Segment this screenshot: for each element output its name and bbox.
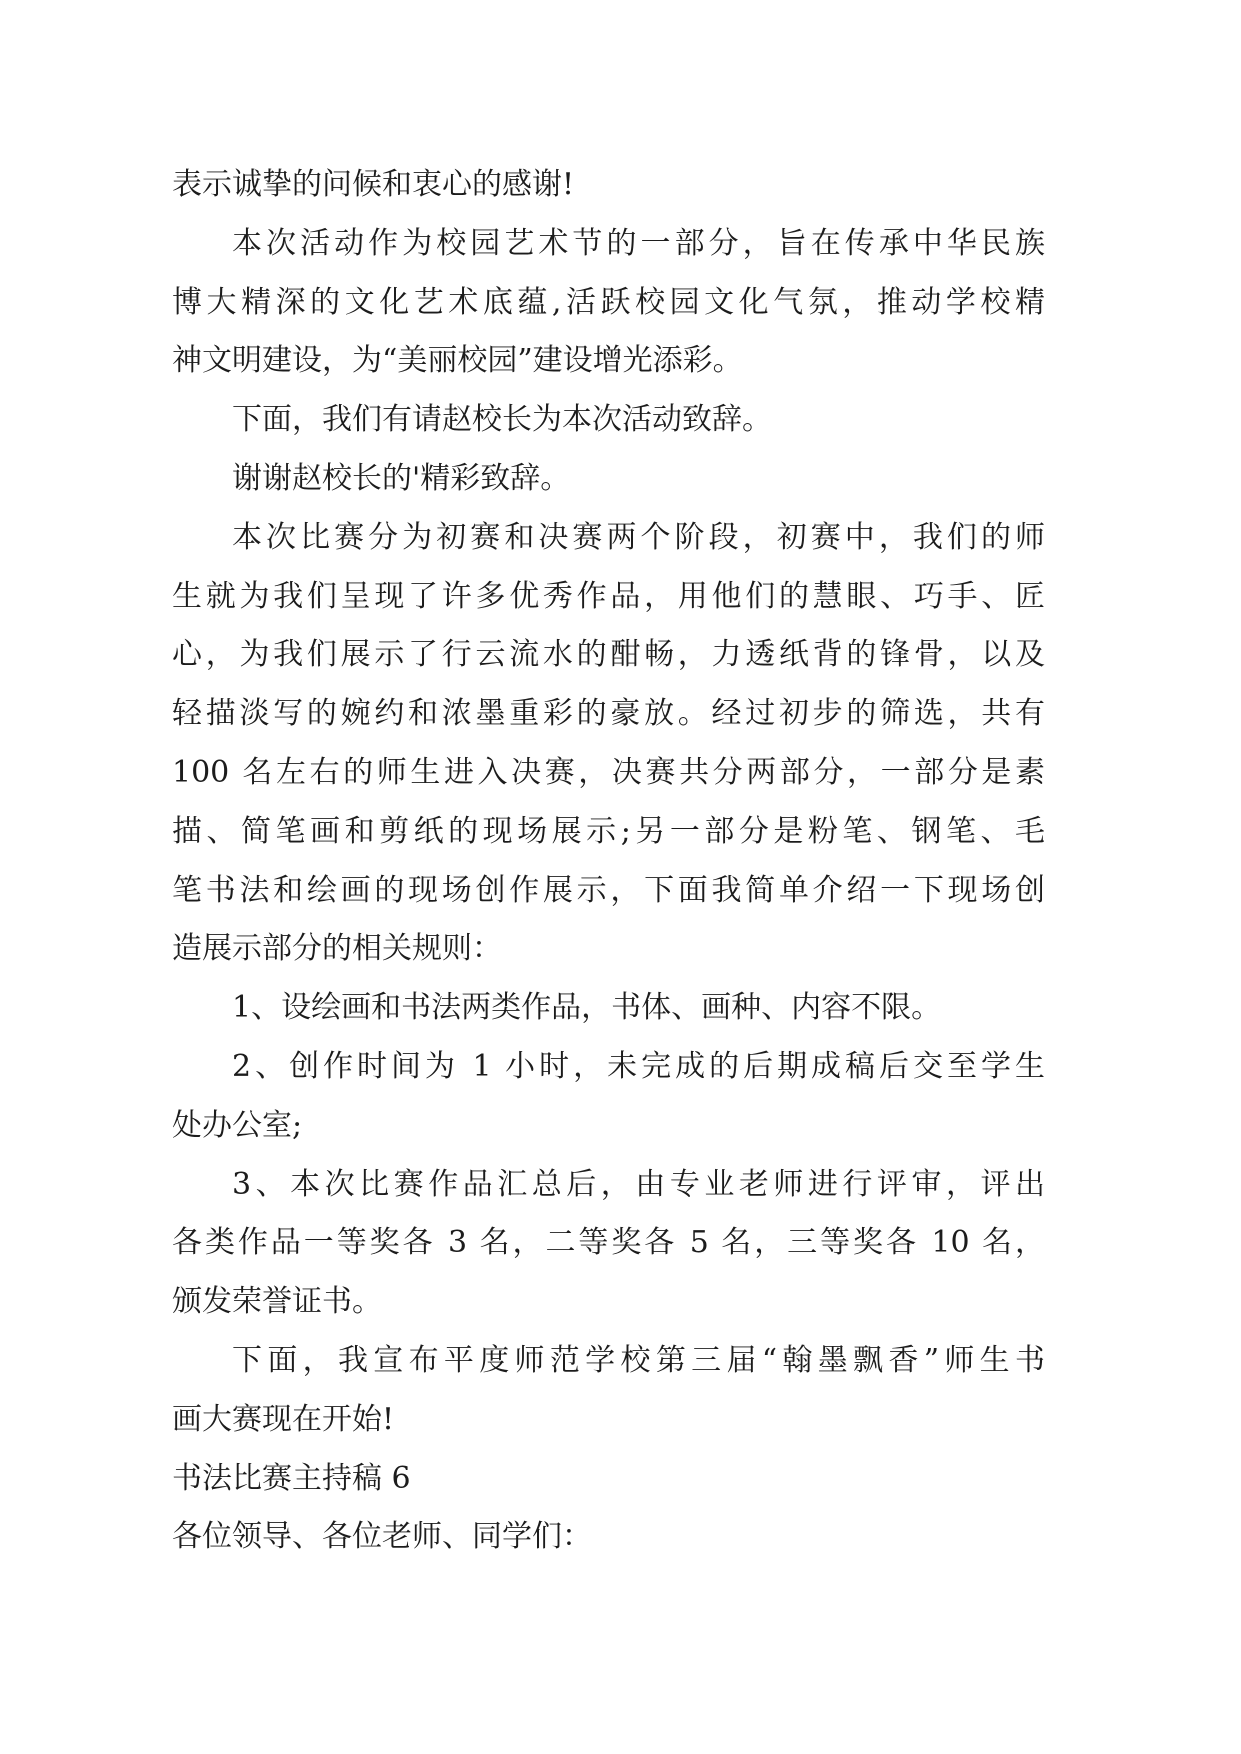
text-line: 笔书法和绘画的现场创作展示，下面我简单介绍一下现场创 (172, 872, 1045, 908)
text-line: 本次活动作为校园艺术节的一部分，旨在传承中华民族 (232, 225, 1045, 261)
text-line: 处办公室; (172, 1107, 303, 1143)
paragraph (172, 391, 1045, 450)
text-line: 造展示部分的相关规则： (172, 931, 502, 967)
paragraph (172, 979, 1045, 1038)
text-line: 下面，我宣布平度师范学校第三届“翰墨飘香”师生书 (232, 1342, 1045, 1378)
paragraph (172, 156, 1045, 215)
text-line: 表示诚挚的问候和衷心的感谢! (172, 167, 575, 202)
text-line: 谢谢赵校长的'精彩致辞。 (232, 460, 571, 496)
text-line: 生就为我们呈现了许多优秀作品，用他们的慧眼、巧手、匠 (172, 578, 1045, 614)
text-line: 2、创作时间为 1 小时，未完成的后期成稿后交至学生 (232, 1048, 1045, 1084)
document-body (172, 156, 1045, 1567)
text-line: 颁发荣誉证书。 (172, 1284, 382, 1320)
text-line: 100 名左右的师生进入决赛，决赛共分两部分，一部分是素 (172, 754, 1045, 790)
text-line: 博大精深的文化艺术底蕴,活跃校园文化气氛，推动学校精 (172, 284, 1045, 320)
text-line: 3、本次比赛作品汇总后，由专业老师进行评审，评出 (232, 1166, 1045, 1202)
text-line: 本次比赛分为初赛和决赛两个阶段，初赛中，我们的师 (232, 519, 1045, 555)
text-line: 1、设绘画和书法两类作品，书体、画种、内容不限。 (232, 990, 942, 1026)
paragraph (172, 1038, 1045, 1156)
paragraph (172, 1332, 1045, 1450)
section-title: 书法比赛主持稿 6 (172, 1460, 411, 1496)
text-line: 下面，我们有请赵校长为本次活动致辞。 (232, 402, 772, 438)
paragraph (172, 215, 1045, 391)
paragraph (172, 509, 1045, 979)
text-line: 神文明建设，为“美丽校园”建设增光添彩。 (172, 343, 743, 379)
paragraph (172, 450, 1045, 509)
text-line: 心，为我们展示了行云流水的酣畅，力透纸背的锋骨，以及 (172, 637, 1045, 673)
text-line: 轻描淡写的婉约和浓墨重彩的豪放。经过初步的筛选，共有 (172, 696, 1045, 732)
text-line: 画大赛现在开始! (172, 1401, 395, 1437)
text-line: 描、简笔画和剪纸的现场展示;另一部分是粉笔、钢笔、毛 (172, 813, 1045, 849)
paragraph (172, 1156, 1045, 1332)
text-line: 各类作品一等奖各 3 名，二等奖各 5 名，三等奖各 10 名， (172, 1225, 1045, 1261)
salutation: 各位领导、各位老师、同学们： (172, 1519, 592, 1555)
